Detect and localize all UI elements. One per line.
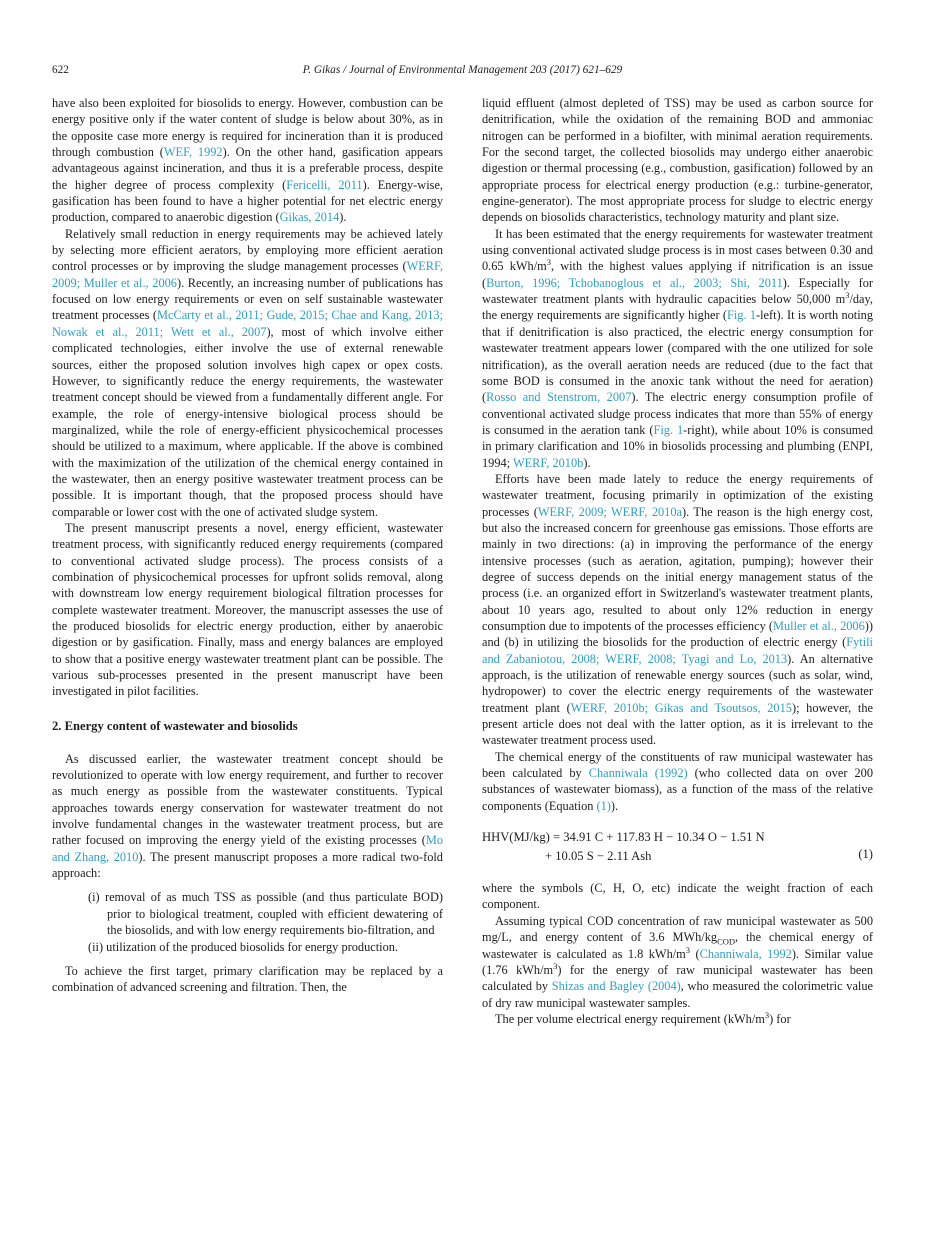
text-run: (ii) utilization of the produced biosolids for energy production. xyxy=(88,939,399,954)
text-run: 3 xyxy=(546,257,551,268)
citation-link[interactable]: Muller et al., 2006 xyxy=(773,619,865,633)
text-run: ). Energy-wise, gasification has been found to have a higher potential for net electric energy production, compared to anaerobic digestion ( xyxy=(52,177,444,225)
text-run: ); however, the present article does not deal with the latter option, as it is irrelevant to the wastewater treatment process used. xyxy=(482,700,873,748)
page-number: 622 xyxy=(52,64,69,76)
text-run: where the symbols (C, H, O, etc) indicate the weight fraction of each component. xyxy=(482,881,873,912)
text-run: Efforts have been made lately to reduce the energy requirements of wastewater treatment, focusing primarily in optimization of the existing processes ( xyxy=(482,471,873,519)
paragraph xyxy=(482,471,873,749)
equation-line: HHV(MJ/kg) = 34.91 C + 117.83 H − 10.34 O − 1.51 N xyxy=(482,830,765,845)
text-run: -left). It is worth noting that if denitrification is also practiced, the electric energy consumption for wastewater treatment appears lower (compared with the one utilized for sole nitrification), as the overall aeration needs are reduced (due to the fact that some BOD is consumed in the anoxic tank without the need for aeration) ( xyxy=(482,308,873,405)
list-item xyxy=(88,889,443,938)
text-run: 3 xyxy=(845,290,850,301)
citation-link[interactable]: Rosso and Stenstrom, 2007 xyxy=(486,390,632,405)
citation-link[interactable]: Fig. 1 xyxy=(726,308,756,323)
text-run: , who measured the colorimetric value of dry raw municipal wastewater samples. xyxy=(482,979,873,1010)
text-run: ). The electric energy consumption profile of conventional activated sludge process indicates that more than 55% of energy is consumed in the aeration tank ( xyxy=(482,390,873,437)
text-run: ). xyxy=(610,798,619,813)
ordered-list xyxy=(52,889,443,954)
page-header xyxy=(52,64,873,76)
text-run: ). The reason is the high energy cost, but also the increased concern for greenhouse gas emissions. Those efforts are mainly in two directions: (a) in improving the performance of the energy intensive processes (such as aeration, agitation, pumping); however their degree of success depends on the initial energy management status of the process (i.e. an organized effort in Switzerland's wastewater treatment plants, about 10 years ago, resulted to about only 12% reduction in energy consumption due to impotents of the processes efficiency ( xyxy=(482,504,874,633)
section-heading: 2. Energy content of wastewater and biosolids xyxy=(52,718,298,733)
text-run: (i) removal of as much TSS as possible (and thus particulate BOD) prior to biological treatment, coupled with efficient dewatering of the biosolids, and with low energy requirements bio-filtration, and xyxy=(88,890,443,938)
paragraph xyxy=(482,880,873,913)
text-run: As discussed earlier, the wastewater treatment concept should be revolutionized to operate with low energy requirement, and further to recover as much energy as possible from the wastewater constituents. Typical approaches towards energy conservation for wastewater treatment do not involve fundamental changes in the wastewater treatment process, but are rather focused on improving the energy yield of the existing processes ( xyxy=(52,751,443,848)
text-run: )) and (b) in utilizing the biosolids for the production of electric energy ( xyxy=(482,619,874,650)
paragraph xyxy=(482,749,873,814)
citation-link[interactable]: Channiwala, 1992 xyxy=(699,946,792,961)
text-run: ) for the energy of raw municipal wastewater has been calculated by xyxy=(482,962,874,994)
text-run: /day, the energy requirements are significantly higher ( xyxy=(482,292,873,323)
citation-link[interactable]: WERF, 2009; WERF, 2010a xyxy=(537,504,682,519)
text-run: ). On the other hand, gasification appears advantageous against incineration, and thus it is a preferable process, despite the higher degree of process complexity ( xyxy=(52,145,443,192)
text-run: ), most of which involve either complicated technologies, either involve the use of external renewable sources, either the proposed solution involves high capex or opex costs. However, to significantly reduce the energy requirements, the wastewater treatment concept should be viewed from a fundamentally different angle. For example, the role of energy-intensive biological process should be marginalized, while the role of energy-efficient physicochemical processes should be utilized to a maximum, where applicable. If the above is combined with the maximization of the utilization of the chemical energy contained in the wastewater, then an energy positive wastewater treatment process can be possible. It is important though, that the proposed process should have comparable or lower cost with the one of activated sludge system. xyxy=(52,324,443,519)
text-run: 3 xyxy=(685,944,691,955)
equation-number: (1) xyxy=(858,847,873,862)
citation-link[interactable]: Burton, 1996; Tchobanoglous et al., 2003; Shi, 2011 xyxy=(486,275,783,290)
citation-link[interactable]: Fericelli, 2011 xyxy=(286,177,363,192)
citation-link[interactable]: WERF, 2010b; Gikas and Tsoutsos, 2015 xyxy=(570,700,792,715)
text-run: ) for xyxy=(769,1011,791,1026)
equation-body xyxy=(482,828,873,866)
equation-1 xyxy=(482,828,873,866)
text-run: To achieve the first target, primary clarification may be replaced by a combination of advanced screening and filtration. Then, the xyxy=(52,963,443,995)
citation-link[interactable]: Mo and Zhang, 2010 xyxy=(52,833,443,864)
text-run: , the chemical energy of wastewater is calculated as 1.8 kWh/m xyxy=(482,930,873,961)
citation-link[interactable]: WERF, 2010b xyxy=(512,455,584,470)
text-run: ). The present manuscript proposes a more radical two-fold approach: xyxy=(52,849,443,881)
text-run: The present manuscript presents a novel, energy efficient, wastewater treatment process, with significantly reduced energy requirements (compared to conventional activated sludge process). The process consists of a combination of physicochemical processes for upfront solids removal, along with downstream low energy requirement biological filtration processes for complete wastewater treatment. Moreover, the manuscript assesses the use of the produced biosolids for electric energy production, either by anaerobic digestion or by gasification. Finally, mass and energy balances are employed to show that a positive energy wastewater treatment plant can be possible. The various sub-processes presented in the present manuscript have been investigated in pilot facilities. xyxy=(52,520,443,699)
citation-link[interactable]: WEF, 1992 xyxy=(163,145,223,160)
text-run: It has been estimated that the energy requirements for wastewater treatment using conventional activated sludge process is in most cases between 0.30 and 0.65 kWh/m xyxy=(482,226,873,274)
paragraph xyxy=(52,963,443,996)
paragraph xyxy=(482,95,873,226)
citation-link[interactable]: Fig. 1 xyxy=(653,422,684,437)
text-run: , with the highest values applying if nitrification is an issue ( xyxy=(482,259,873,290)
paragraph xyxy=(52,751,443,882)
two-column-body xyxy=(52,95,873,1027)
citation-link[interactable]: Channiwala (1992) xyxy=(588,766,688,781)
paragraph xyxy=(52,95,443,226)
text-run: The chemical energy of the constituents of raw municipal wastewater has been calculated by xyxy=(482,749,873,781)
text-run: ( xyxy=(690,946,700,961)
text-run: ). Similar value (1.76 kWh/m xyxy=(482,946,873,977)
list-item xyxy=(88,939,443,955)
text-run: ). xyxy=(583,455,591,470)
running-head-title: P. Gikas / Journal of Environmental Management 203 (2017) 621–629 xyxy=(302,64,623,76)
citation-link[interactable]: Gikas, 2014 xyxy=(279,210,340,225)
text-run: (who collected data on over 200 substances of wastewater biomass), as a function of the mass of the relative components (Equation xyxy=(482,766,873,813)
citation-link[interactable]: Shizas and Bagley (2004) xyxy=(551,979,681,994)
text-run: 3 xyxy=(553,960,558,971)
paragraph xyxy=(482,226,873,471)
paragraph xyxy=(52,520,443,700)
text-run: The per volume electrical energy requirement (kWh/m xyxy=(495,1011,765,1026)
citation-link[interactable]: (1) xyxy=(596,798,611,813)
text-run: 3 xyxy=(764,1009,770,1020)
text-run: ). xyxy=(339,210,347,225)
citation-link[interactable]: WERF, 2009; Muller et al., 2006 xyxy=(52,259,443,290)
equation-line: + 10.05 S − 2.11 Ash xyxy=(545,849,652,864)
citation-link[interactable]: Fytili and Zabaniotou, 2008; WERF, 2008; Tyagi and Lo, 2013 xyxy=(482,635,873,666)
text-run: COD xyxy=(717,936,736,947)
text-run: ). Especially for wastewater treatment plants with hydraulic capacities below 50,000 m xyxy=(482,275,873,307)
left-column xyxy=(52,95,443,1027)
paragraph xyxy=(52,226,443,520)
text-run: Assuming typical COD concentration of raw municipal wastewater as 500 mg/L, and energy content of 3.6 MWh/kg xyxy=(482,913,873,945)
text-run: ). Recently, an increasing number of publications has focused on low energy requirements or even on self sustainable wastewater treatment processes ( xyxy=(52,275,443,323)
text-run: -right), while about 10% is consumed in primary clarification and 10% in biosolids processing and plumbing (ENPI, 1994; xyxy=(482,422,874,470)
text-run: ). An alternative approach, is the utilization of renewable energy sources (such as solar, wind, hydropower) to cover the electric energy requirements of the wastewater treatment plant ( xyxy=(482,651,873,715)
text-run: have also been exploited for biosolids to energy. However, combustion can be energy positive only if the water content of sludge is below about 30%, as in the opposite case more energy is required for incineration than it is produced through combustion ( xyxy=(52,96,443,160)
right-column xyxy=(482,95,873,1027)
paragraph xyxy=(482,1011,873,1027)
citation-link[interactable]: McCarty et al., 2011; Gude, 2015; Chae and Kang, 2013; Nowak et al., 2011; Wett et al., 2007 xyxy=(52,308,443,339)
text-run: Relatively small reduction in energy requirements may be achieved lately by selecting more efficient aerators, by employing more efficient aeration control processes or by improving the sludge management processes ( xyxy=(52,226,443,274)
text-run: liquid effluent (almost depleted of TSS) may be used as carbon source for denitrification, while the oxidation of the remaining BOD and ammoniac nitrogen can be performed in a biofilter, with minimal aeration requirements. For the second target, the collected biosolids may undergo either anaerobic digestion or thermal processing (e.g., combustion, gasification) followed by an appropriate process for electrical energy production (e.g.: turbine-generator, engine-generator). The most appropriate process for sludge to electric energy depends on biosolids characteristics, technology maturity and plant size. xyxy=(482,96,873,225)
paragraph xyxy=(482,913,873,1011)
